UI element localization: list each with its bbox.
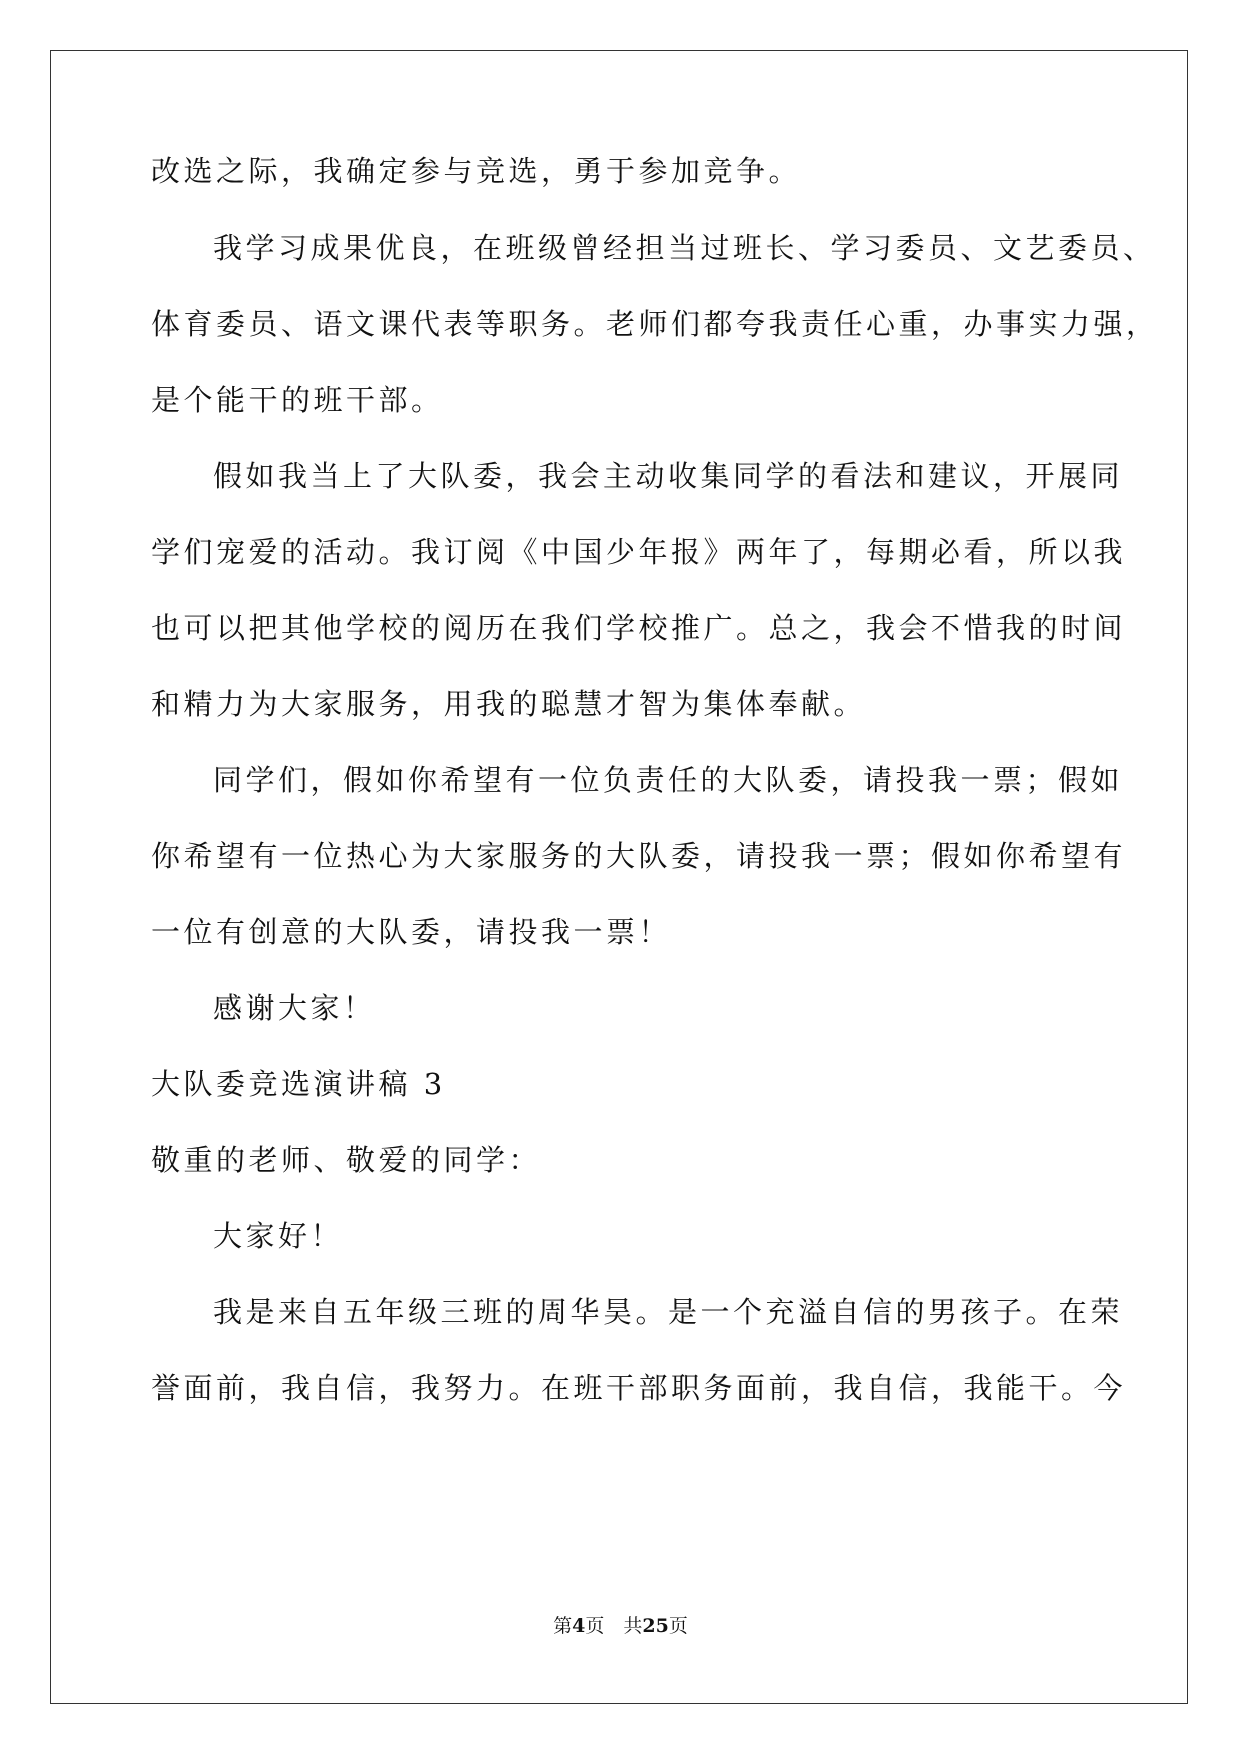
paragraph-line: 我学习成果优良，在班级曾经担当过班长、学习委员、文艺委员、 <box>213 231 1156 265</box>
text-line: 也可以把其他学校的阅历在我们学校推广。总之，我会不惜我的时间 <box>151 611 1127 645</box>
text-line: 和精力为大家服务，用我的聪慧才智为集体奉献。 <box>151 687 867 721</box>
page-footer <box>0 1611 1241 1638</box>
section-title: 大队委竞选演讲稿 3 <box>151 1067 446 1101</box>
text-line: 体育委员、语文课代表等职务。老师们都夸我责任心重，办事实力强， <box>151 307 1159 341</box>
page-border <box>50 50 1188 1704</box>
text-line: 是个能干的班干部。 <box>151 383 444 417</box>
paragraph-line: 同学们，假如你希望有一位负责任的大队委，请投我一票；假如 <box>213 763 1124 797</box>
footer-prefix: 第 <box>553 1615 573 1637</box>
text-line: 誉面前，我自信，我努力。在班干部职务面前，我自信，我能干。今 <box>151 1371 1127 1405</box>
text-line: 一位有创意的大队委，请投我一票！ <box>151 915 672 949</box>
page-number: 4 <box>572 1615 586 1637</box>
footer-suffix: 页 <box>668 1615 688 1637</box>
page-total: 25 <box>642 1615 669 1637</box>
paragraph-line: 假如我当上了大队委，我会主动收集同学的看法和建议，开展同 <box>213 459 1124 493</box>
text-line: 改选之际，我确定参与竞选，勇于参加竞争。 <box>151 154 802 188</box>
paragraph-line: 感谢大家！ <box>213 991 376 1025</box>
paragraph-line: 我是来自五年级三班的周华昊。是一个充溢自信的男孩子。在荣 <box>213 1295 1124 1329</box>
footer-middle: 页 共 <box>585 1615 643 1637</box>
salutation: 敬重的老师、敬爱的同学： <box>151 1143 542 1177</box>
greeting: 大家好！ <box>213 1219 344 1253</box>
text-line: 你希望有一位热心为大家服务的大队委，请投我一票；假如你希望有 <box>151 839 1127 873</box>
text-line: 学们宠爱的活动。我订阅《中国少年报》两年了，每期必看，所以我 <box>151 535 1127 569</box>
